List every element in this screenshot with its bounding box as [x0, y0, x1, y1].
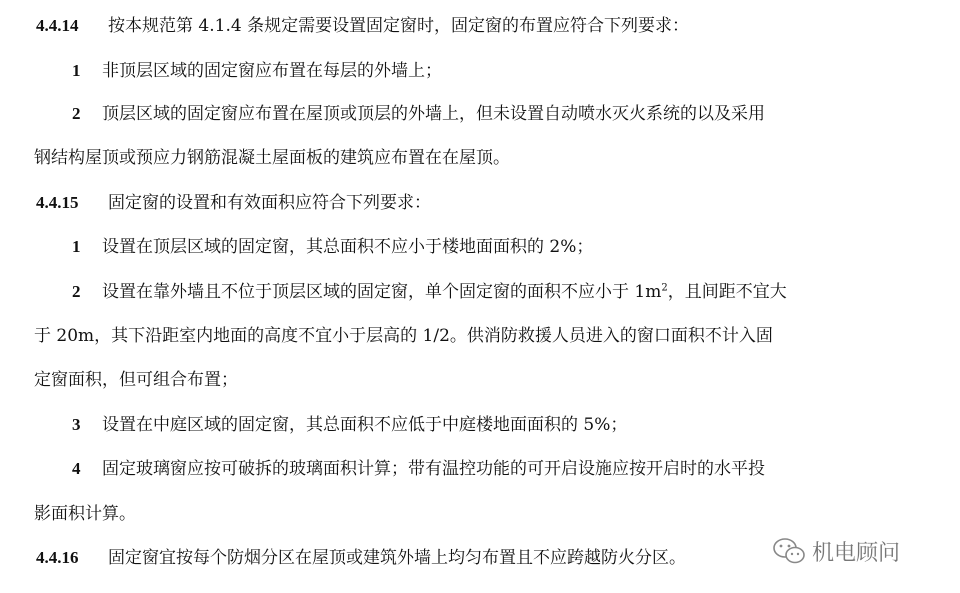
article-text: 固定窗宜按每个防烟分区在屋顶或建筑外墙上均匀布置且不应跨越防火分区。 [108, 548, 686, 568]
list-item [72, 59, 442, 83]
item-text-post: ，且间距不宜大 [667, 282, 787, 302]
article-4-4-16-heading [36, 546, 686, 570]
item-continuation [34, 146, 510, 170]
article-text: 固定窗的设置和有效面积应符合下列要求： [108, 193, 431, 213]
item-number: 3 [72, 415, 81, 434]
item-number: 2 [72, 104, 81, 123]
article-number: 4.4.14 [36, 16, 79, 35]
item-text: 设置在顶层区域的固定窗，其总面积不应小于楼地面面积的 2%； [102, 237, 594, 257]
item-number: 4 [72, 459, 81, 478]
item-text: 设置在中庭区域的固定窗，其总面积不应低于中庭楼地面面积的 5%； [102, 415, 628, 435]
list-item [72, 457, 765, 481]
item-text-pre: 设置在靠外墙且不位于顶层区域的固定窗，单个固定窗的面积不应小于 1m [102, 282, 662, 302]
list-item [72, 235, 593, 259]
list-item [72, 413, 627, 437]
watermark-text: 机电顾问 [812, 540, 901, 566]
article-number: 4.4.16 [36, 548, 79, 567]
item-continuation [34, 368, 238, 392]
item-number: 1 [72, 237, 81, 256]
list-item [72, 280, 787, 304]
item-text: 固定玻璃窗应按可破拆的玻璃面积计算；带有温控功能的可开启设施应按开启时的水平投 [102, 459, 765, 479]
item-number: 1 [72, 61, 81, 80]
item-text: 定窗面积，但可组合布置； [34, 370, 238, 390]
superscript: 2 [661, 282, 668, 294]
item-text: 非顶层区域的固定窗应布置在每层的外墙上； [102, 61, 442, 81]
article-text: 按本规范第 4.1.4 条规定需要设置固定窗时，固定窗的布置应符合下列要求： [108, 16, 690, 36]
item-continuation [34, 324, 773, 348]
article-4-4-15-heading [36, 191, 431, 215]
item-text: 钢结构屋顶或预应力钢筋混凝土屋面板的建筑应布置在在屋顶。 [34, 148, 510, 168]
list-item [72, 102, 765, 126]
item-text: 顶层区域的固定窗应布置在屋顶或顶层的外墙上，但未设置自动喷水灭火系统的以及采用 [102, 104, 765, 124]
watermark [772, 536, 900, 566]
article-4-4-14-heading [36, 14, 689, 38]
item-text: 影面积计算。 [34, 504, 136, 524]
item-continuation [34, 502, 136, 526]
item-text: 于 20m，其下沿距室内地面的高度不宜小于层高的 1/2。供消防救援人员进入的窗口面积不计入固 [34, 326, 773, 346]
item-number: 2 [72, 282, 81, 301]
article-number: 4.4.15 [36, 193, 79, 212]
wechat-icon [772, 537, 806, 565]
